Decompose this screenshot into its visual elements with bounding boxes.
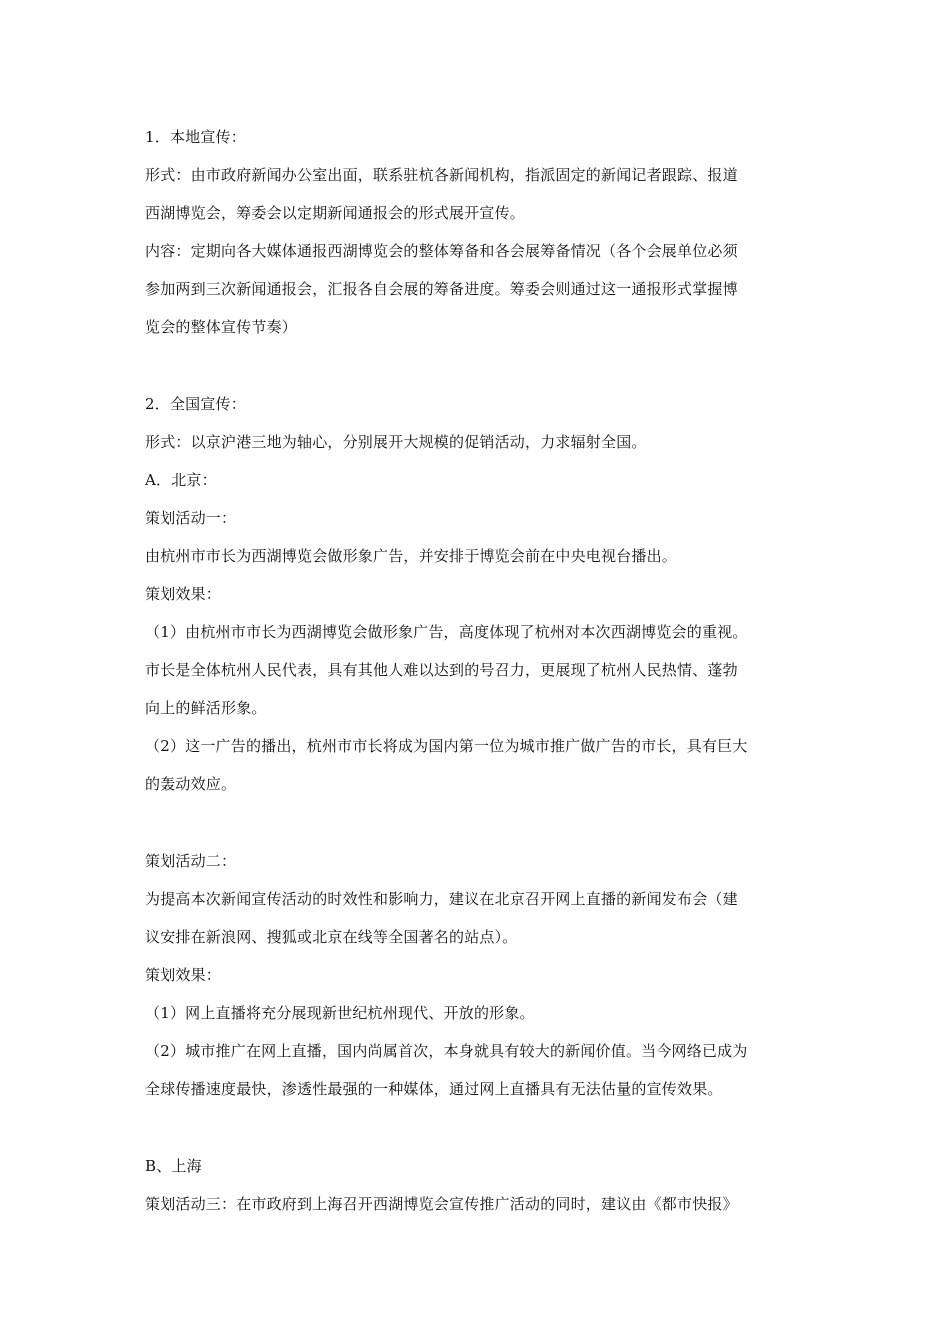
paragraph-line: 览会的整体宣传节奏） [145,318,298,336]
effect-title: 策划效果： [145,585,222,603]
section-heading-local: 1．本地宣传： [145,128,246,146]
paragraph-line: （2）这一广告的播出，杭州市市长将成为国内第一位为城市推广做广告的市长，具有巨大 [145,737,748,755]
effect-title: 策划效果： [145,966,222,984]
paragraph-line: 由杭州市市长为西湖博览会做形象广告，并安排于博览会前在中央电视台播出。 [145,547,678,565]
document-body [145,124,810,1218]
activity-title: 策划活动一： [145,509,237,527]
paragraph-line: 形式：由市政府新闻办公室出面，联系驻杭各新闻机构，指派固定的新闻记者跟踪、报道 [145,166,738,184]
paragraph-line: 议安排在新浪网、搜狐或北京在线等全国著名的站点）。 [145,928,518,946]
paragraph-line: （1）由杭州市市长为西湖博览会做形象广告，高度体现了杭州对本次西湖博览会的重视。 [145,623,748,641]
paragraph-line: （2）城市推广在网上直播，国内尚属首次，本身就具有较大的新闻价值。当今网络已成为 [145,1042,748,1060]
paragraph-line: （1）网上直播将充分展现新世纪杭州现代、开放的形象。 [145,1004,535,1022]
paragraph-line: 内容：定期向各大媒体通报西湖博览会的整体筹备和各会展筹备情况（各个会展单位必须 [145,242,738,260]
activity-title: 策划活动二： [145,852,237,870]
paragraph-line: 西湖博览会，筹委会以定期新闻通报会的形式展开宣传。 [145,204,526,222]
paragraph-line: 全球传播速度最快，渗透性最强的一种媒体，通过网上直播具有无法估量的宣传效果。 [145,1080,723,1098]
paragraph-line: 策划活动三：在市政府到上海召开西湖博览会宣传推广活动的同时，建议由《都市快报》 [145,1195,738,1213]
paragraph-line: 向上的鲜活形象。 [145,699,267,717]
paragraph-line: 形式：以京沪港三地为轴心，分别展开大规模的促销活动，力求辐射全国。 [145,433,647,451]
paragraph-line: 参加两到三次新闻通报会，汇报各自会展的筹备进度。筹委会则通过这一通报形式掌握博 [145,280,738,298]
paragraph-line: 的轰动效应。 [145,775,237,793]
paragraph-line: 市长是全体杭州人民代表，具有其他人难以达到的号召力，更展现了杭州人民热情、蓬勃 [145,661,738,679]
paragraph-line: 为提高本次新闻宣传活动的时效性和影响力，建议在北京召开网上直播的新闻发布会（建 [145,890,738,908]
subheading-beijing: A．北京： [145,471,217,489]
section-heading-national: 2．全国宣传： [145,395,246,413]
subheading-shanghai: B、上海 [145,1157,202,1175]
